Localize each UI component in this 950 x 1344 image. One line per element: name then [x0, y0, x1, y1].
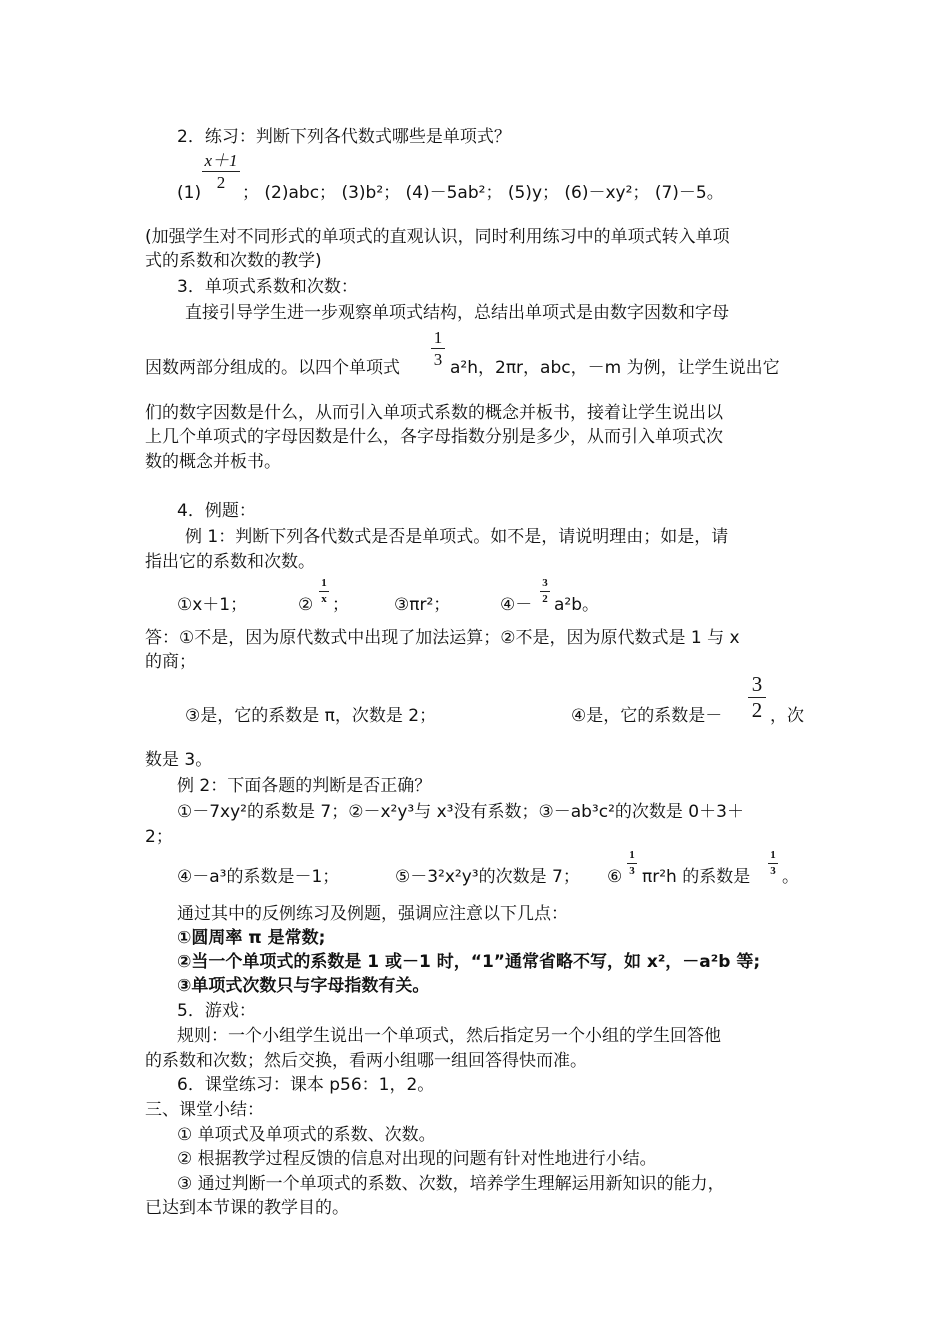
example1-line-2: 指出它的系数和次数。: [145, 552, 315, 572]
answer-line-3a: ③是，它的系数是 π，次数是 2；: [185, 706, 437, 726]
summary-point-1: ① 单项式及单项式的系数、次数。: [177, 1125, 436, 1145]
summary-heading: 三、课堂小结：: [145, 1100, 264, 1120]
example1-item-1: ①x＋1；: [177, 595, 248, 615]
summary-point-3: ③ 通过判断一个单项式的系数、次数，培养学生理解运用新知识的能力，: [177, 1174, 725, 1194]
answer-line-3b: ④是，它的系数是－: [571, 706, 723, 726]
example2-fraction-2: [768, 850, 778, 877]
answer-line-4: 数是 3。: [145, 750, 213, 770]
section3-heading: 3．单项式系数和次数：: [177, 277, 358, 297]
section5-heading: 5．游戏：: [177, 1001, 256, 1021]
example1-item-4-suffix: a²b。: [554, 595, 600, 615]
example2-heading: 例 2：下面各题的判断是否正确？: [177, 776, 432, 796]
example1-item-3: ③πr²；: [394, 595, 451, 615]
practice-fraction: [202, 152, 240, 191]
fraction-denominator: 3: [770, 865, 776, 877]
example2-line-3b: ⑤－3²x²y³的次数是 7；: [395, 867, 580, 887]
section3-paragraph-5: 数的概念并板书。: [145, 452, 281, 472]
example2-line-3c-suffix: 。: [782, 867, 799, 887]
example1-item-4-fraction: [540, 578, 550, 605]
summary-point-3-continued: 已达到本节课的教学目的。: [145, 1198, 349, 1218]
fraction-numerator: 3: [542, 577, 548, 589]
fraction-denominator: 2: [216, 173, 226, 192]
section5-rule-line-1: 规则：一个小组学生说出一个单项式，然后指定另一个小组的学生回答他: [177, 1026, 721, 1046]
practice-items-prefix: (1): [177, 183, 202, 203]
fraction-numerator: 1: [433, 328, 443, 347]
example1-item-4-prefix: ④－: [500, 595, 533, 615]
section3-paragraph-2-end: a²h，2πr，abc，－m 为例，让学生说出它: [450, 358, 780, 378]
example2-line-3a: ④－a³的系数是－1；: [177, 867, 340, 887]
fraction-numerator: x＋1: [204, 151, 238, 170]
fraction-denominator: x: [321, 593, 327, 605]
answer-line-1: 答：①不是，因为原代数式中出现了加法运算；②不是，因为原代数式是 1 与 x: [145, 628, 740, 648]
section6-heading: 6．课堂练习：课本 p56：1，2。: [177, 1075, 435, 1095]
fraction-denominator: 3: [433, 350, 443, 369]
example1-item-2-fraction: [319, 578, 329, 605]
example1-line-1: 例 1：判断下列各代数式是否是单项式。如不是，请说明理由；如是，请: [185, 527, 729, 547]
answer-line-2: 的商；: [145, 652, 196, 672]
example2-line-3c-prefix: ⑥: [607, 867, 623, 887]
fraction-denominator: 3: [629, 865, 635, 877]
fraction-numerator: 1: [629, 849, 635, 861]
section3-paragraph-3: 们的数字因数是什么，从而引入单项式系数的概念并板书，接着让学生说出以: [145, 403, 723, 423]
section4-heading: 4．例题：: [177, 501, 256, 521]
answer-fraction: [748, 674, 766, 721]
section5-rule-line-2: 的系数和次数；然后交换，看两小组哪一组回答得快而准。: [145, 1051, 587, 1071]
fraction-denominator: 2: [751, 698, 763, 722]
section3-fraction: [431, 329, 445, 368]
section3-paragraph-2-start: 因数两部分组成的。以四个单项式: [145, 358, 400, 378]
emphasis-point-1: ①圆周率 π 是常数;: [177, 928, 326, 948]
summary-point-2: ② 根据教学过程反馈的信息对出现的问题有针对性地进行小结。: [177, 1149, 657, 1169]
fraction-denominator: 2: [542, 593, 548, 605]
fraction-numerator: 1: [321, 577, 327, 589]
practice-heading: 2．练习：判断下列各代数式哪些是单项式？: [177, 127, 511, 147]
fraction-numerator: 1: [770, 849, 776, 861]
example2-line-3c-mid: πr²h 的系数是: [642, 867, 751, 887]
example1-item-2-prefix: ②: [298, 595, 314, 615]
example2-line-1: ①－7xy²的系数是 7；②－x²y³与 x³没有系数；③－ab³c²的次数是 0＋3＋: [177, 802, 744, 822]
emphasis-point-3: ③单项式次数只与字母指数有关。: [177, 976, 430, 996]
note-line-1: (加强学生对不同形式的单项式的直观认识，同时利用练习中的单项式转入单项: [145, 227, 730, 247]
note-line-2: 式的系数和次数的教学): [145, 251, 322, 271]
answer-line-3c: ，次: [770, 706, 804, 726]
example1-item-2-suffix: ；: [332, 595, 349, 615]
emphasis-intro: 通过其中的反例练习及例题，强调应注意以下几点：: [177, 904, 568, 924]
example2-fraction-1: [627, 850, 637, 877]
fraction-numerator: 3: [751, 672, 763, 696]
example2-line-2: 2；: [145, 827, 173, 847]
emphasis-point-2: ②当一个单项式的系数是 1 或－1 时，“1”通常省略不写，如 x²，－a²b 等;: [177, 952, 761, 972]
section3-paragraph-1: 直接引导学生进一步观察单项式结构，总结出单项式是由数字因数和字母: [185, 303, 729, 323]
practice-items: ； (2)abc； (3)b²； (4)－5ab²； (5)y； (6)－xy²； (7)－5。: [242, 183, 724, 203]
section3-paragraph-4: 上几个单项式的字母因数是什么，各字母指数分别是多少，从而引入单项式次: [145, 427, 723, 447]
